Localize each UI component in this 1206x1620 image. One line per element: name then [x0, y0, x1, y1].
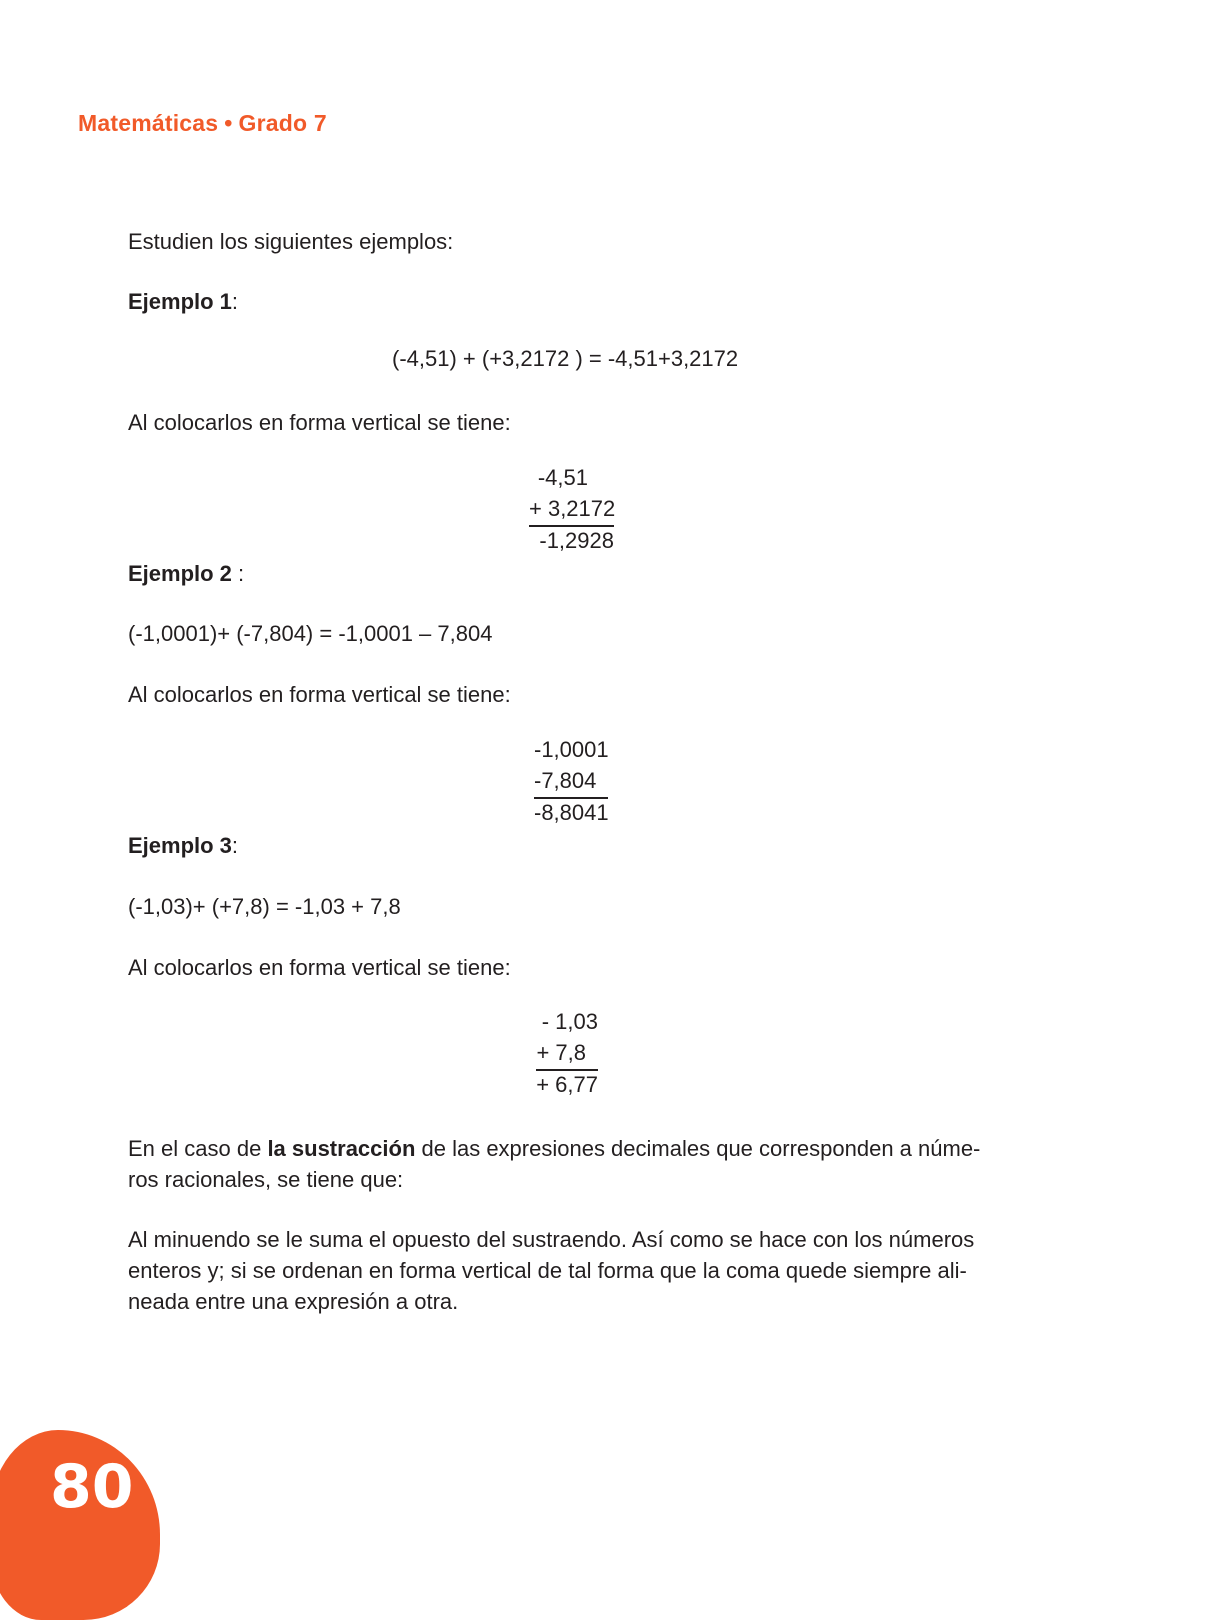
example-2-title-colon: :	[231, 561, 245, 586]
rule-line-2: enteros y; si se ordenan en forma vertical de tal forma que la coma quede siempre ali-	[128, 1258, 967, 1283]
example-1-title-colon: :	[231, 289, 239, 314]
header-subject: Matemáticas	[78, 110, 219, 136]
rule-paragraph	[128, 1224, 1040, 1317]
header-grade: Grado 7	[238, 110, 327, 136]
example-2-equation: (-1,0001)+ (-7,804) = -1,0001 – 7,804	[128, 621, 493, 646]
example-2-title	[128, 558, 244, 589]
example-3-equation: (-1,03)+ (+7,8) = -1,03 + 7,8	[128, 894, 401, 919]
subtraction-text-after: de las expresiones decimales que corresponden a núme-	[415, 1136, 981, 1161]
running-header	[78, 110, 327, 137]
subtraction-bold-term: la sustracción	[267, 1136, 416, 1161]
example-3-result: + 6,77	[536, 1072, 598, 1097]
example-2-addend-2: -7,804	[534, 768, 597, 793]
example-3-addend-1: - 1,03	[541, 1009, 598, 1034]
example-2-vertical-label: Al colocarlos en forma vertical se tiene:	[128, 682, 511, 707]
header-separator: •	[224, 110, 233, 136]
example-1-equation: (-4,51) + (+3,2172 ) = -4,51+3,2172	[392, 346, 739, 371]
example-1-vertical-label: Al colocarlos en forma vertical se tiene:	[128, 410, 511, 435]
subtraction-paragraph	[128, 1133, 1040, 1195]
example-3-title-bold: Ejemplo 3	[128, 833, 232, 858]
intro-text: Estudien los siguientes ejemplos:	[128, 229, 454, 254]
subtraction-text-before: En el caso de	[128, 1136, 268, 1161]
example-3-addend-2: + 7,8	[536, 1040, 586, 1065]
rule-line-1: Al minuendo se le suma el opuesto del sustraendo. Así como se hace con los números	[128, 1227, 975, 1252]
example-1-addend-1: -4,51	[537, 465, 588, 490]
example-1-addend-2: + 3,2172	[529, 496, 616, 521]
example-2-vertical-sum	[534, 734, 608, 828]
example-1-title	[128, 286, 238, 317]
example-2-title-bold: Ejemplo 2	[128, 561, 232, 586]
example-3-title	[128, 830, 238, 861]
example-1-result: -1,2928	[539, 528, 614, 553]
subtraction-text-line2: ros racionales, se tiene que:	[128, 1167, 404, 1192]
example-3-vertical-label: Al colocarlos en forma vertical se tiene:	[128, 955, 511, 980]
page-number: 80	[50, 1452, 134, 1522]
example-2-addend-1: -1,0001	[534, 737, 609, 762]
example-3-title-colon: :	[231, 833, 239, 858]
example-2-result: -8,8041	[534, 800, 609, 825]
rule-line-3: neada entre una expresión a otra.	[128, 1289, 459, 1314]
example-3-vertical-sum	[536, 1006, 598, 1100]
example-1-title-bold: Ejemplo 1	[128, 289, 232, 314]
example-1-vertical-sum	[529, 462, 614, 556]
